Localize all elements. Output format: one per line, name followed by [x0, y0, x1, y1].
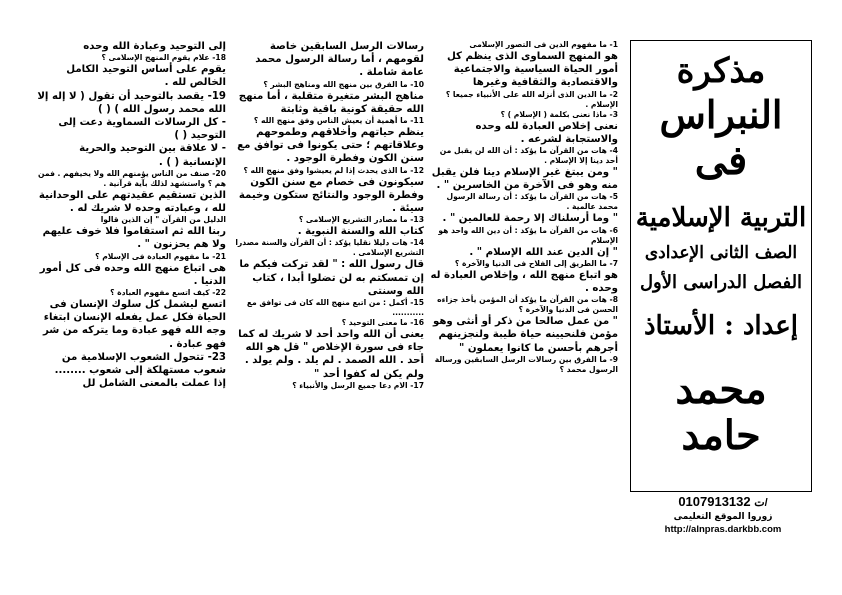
answer-text: سيكونون فى خصام مع سنن الكون وفطرة الوجود والنتائج ستكون وخيمة سيئة .: [238, 176, 424, 215]
answer-text: " ومن يبتغ غير الإسلام دينا فلن يقبل منه وهو فى الآخرة من الخاسرين " .: [431, 167, 618, 192]
question-text: 21- ما مفهوم العبادة فى الإسلام ؟: [95, 251, 226, 261]
cover-panel: [630, 40, 812, 492]
question-text: 6- هات من القرآن ما يؤكد : أن دين الله واحد هو الإسلام: [438, 225, 618, 245]
answer-text: ينظم حياتهم وأخلاقهم وطموحهم وعلاقاتهم ؛ حتى يكونوا فى توافق مع سنن الكون وفطرة الوجود .: [237, 127, 424, 165]
notes-column-2: [232, 40, 424, 550]
answer-text: يعنى أن الله واحد أحد لا شريك له كما جاء فى سورة الإخلاص " قل هو الله أحد . الله الصمد . لم يلد . ولم يولد . ولم يكن له كفوا أحد ": [238, 329, 424, 380]
question-text: 12- ما الذى يحدث إذا لم يعيشوا وفق منهج الله ؟: [243, 165, 424, 175]
cover-prepared-by: إعداد : الأستاذ: [643, 311, 799, 341]
answer-text: نعنى إخلاص العبادة لله وحده والاستجابة لشرعه .: [475, 120, 618, 145]
answer-text: ربنا الله ثم استقاموا فلا خوف عليهم ولا هم يحزنون " .: [42, 226, 226, 251]
answer-text: كتاب الله والسنة النبوية .: [297, 226, 424, 238]
question-text: الدليل من القرآن " إن الذين قالوا: [100, 215, 226, 225]
site-label: زوروا الموقع التعليمى: [673, 512, 773, 522]
question-text: 2- ما الدين الذى أنزله الله على الأنبياء جميعا ؟ الإسلام .: [445, 89, 618, 109]
question-text: 16- ما معنى التوحيد ؟: [341, 318, 424, 328]
question-text: 4- هات من القرآن ما يؤكد : أن الله لن يقبل من أحد دينا إلا الإسلام .: [439, 146, 618, 166]
question-text: 8- هات من القرآن ما يؤكد أن المؤمن يأخذ جزاءه الحسن فى الدنيا والآخرة ؟: [437, 295, 618, 315]
cover-term: الفصل الدراسى الأول: [639, 272, 803, 293]
phone-label: ت/: [754, 497, 768, 509]
question-text: 7- ما الطريق إلى الفلاح فى الدنيا والآخرة ؟: [454, 258, 618, 268]
phone-line: [634, 494, 812, 509]
answer-text: هى اتباع منهج الله وحده فى كل أمور الدنيا .: [39, 262, 226, 287]
cover-subject: التربية الإسلامية: [635, 203, 807, 233]
answer-text: - لا علاقة بين التوحيد والحرية الإنسانية ( ) .: [79, 143, 226, 168]
question-text: 18- علام يقوم المنهج الإسلامى ؟: [101, 53, 226, 63]
cover-teacher-name: محمد حامد: [675, 366, 767, 459]
answer-text: إذا عملت بالمعنى الشامل لل: [82, 378, 226, 390]
cover-title-memo: مذكرة: [676, 51, 766, 91]
answer-text: اتسع ليشمل كل سلوك الإنسان فى الحياة فكل عمل يفعله الإنسان ابتغاء وجه الله فهو عبادة وما يتركه من شر فهو عبادة .: [42, 299, 226, 350]
question-text: 9- ما الفرق بين رسالات الرسل السابقين ورسالة الرسول محمد ؟: [434, 354, 618, 374]
question-text: 13- ما مصادر التشريع الإسلامى ؟: [298, 215, 424, 225]
answer-text: 19- يقصد بالتوحيد أن تقول ( لا إله إلا الله محمد رسول الله ) ( ): [37, 90, 226, 115]
notes-column-3: [34, 40, 226, 550]
answer-text: - كل الرسالات السماوية دعت إلى التوحيد ( ): [58, 117, 226, 142]
question-text: 20- صنف من الناس يؤمنهم الله ولا يخيفهم . فمن هم ؟ واستشهد لذلك بآية قرآنية .: [38, 168, 226, 188]
answer-text: هو المنهج السماوى الذى ينظم كل أمور الحياة السياسية والاجتماعية والاقتصادية والثقافية وغيرها: [446, 51, 618, 89]
answer-text: قال رسول الله : " لقد تركت فيكم ما إن تمسكتم به لن تضلوا أبدا ، كتاب الله وسنتى: [239, 259, 424, 297]
question-text: 10- ما الفرق بين منهج الله ومناهج البشر ؟: [263, 79, 424, 89]
question-text: 11- ما أهمية أن يعيش الناس وفق منهج الله ؟: [253, 116, 424, 126]
site-url[interactable]: http://alnpras.darkbb.com: [664, 524, 782, 535]
answer-text: " وما أرسلناك إلا رحمة للعالمين " .: [442, 213, 618, 225]
answer-text: الذين تستقيم عقيدتهم على الوحدانية لله ، وعبادته وحده لا شريك له .: [38, 189, 226, 215]
answer-text: يقوم على أساس التوحيد الكامل الخالص لله .: [66, 64, 226, 89]
answer-text: " من عمل صالحا من ذكر أو أنثى وهو مؤمن فلنحيينه حياة طيبة ولنجزينهم أجرهم بأحسن ما كانوا يعملون ": [432, 316, 618, 354]
question-text: 3- ماذا نعنى بكلمة ( الإسلام ) ؟: [500, 109, 618, 119]
question-text: 15- أكمل : من اتبع منهج الله كان فى توافق مع ...........: [246, 298, 424, 318]
answer-text: إلى التوحيد وعبادة الله وحده: [83, 41, 226, 52]
cover-grade: الصف الثانى الإعدادى: [644, 243, 798, 263]
question-text: 14- هات دليلا نقليا يؤكد : أن القرآن والسنة مصدرا التشريع الإسلامى .: [235, 238, 424, 258]
phone-number: 0107913132: [678, 494, 751, 509]
answer-text: مناهج البشر متغيرة متقلبة ، أما منهج الله حقيقة كونية باقية وثابتة: [238, 90, 424, 115]
answer-text: هو اتباع منهج الله ، وإخلاص العبادة له وحده .: [430, 269, 618, 295]
answer-text: 23- تتحول الشعوب الإسلامية من شعوب مستهلكة إلى شعوب ........: [54, 351, 226, 377]
question-text: 1- ما مفهوم الدين فى التصور الإسلامى: [469, 40, 618, 49]
answer-text: " إن الدين عند الله الإسلام " .: [469, 246, 618, 258]
cover-title-in: فى: [694, 137, 748, 184]
question-text: 22- كيف اتسع مفهوم العبادة ؟: [110, 288, 226, 298]
question-text: 17- الام دعا جميع الرسل والأنبياء ؟: [292, 380, 424, 390]
answer-text: رسالات الرسل السابقين خاصة لقومهم ، أما رسالة الرسول محمد عامة شاملة .: [255, 41, 424, 79]
question-text: 5- هات من القرآن ما يؤكد : أن رسالة الرسول محمد عالمية .: [446, 192, 618, 212]
notes-column-1: [430, 40, 618, 540]
cover-title-name: النبراس: [659, 92, 783, 137]
